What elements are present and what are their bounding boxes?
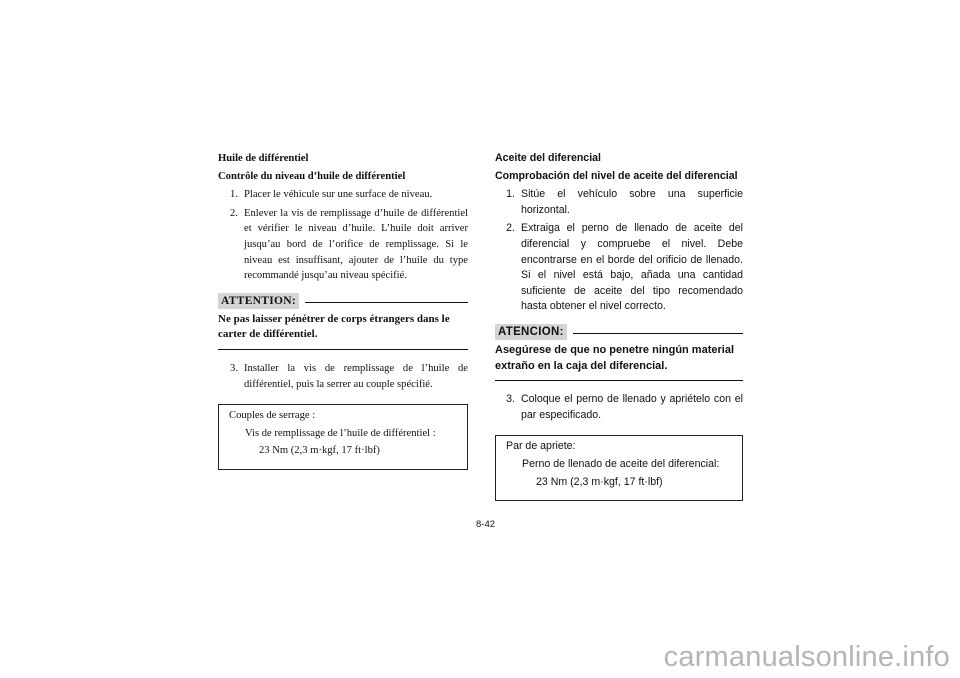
torque-item: Perno de llenado de aceite del diferencial: [522,457,720,470]
attention-header [495,324,743,340]
list-item: 2. Enlever la vis de remplissage d’huile de différentiel et vérifier le niveau d’huile. L’huile doit arriver jusqu’au bord de l’orifice de remplissage. Si le niveau est insuffisant, ajouter de l’huile du type recommandé jusqu’au niveau spécifié. [230,207,468,282]
section-subheading: Comprobación del nivel de aceite del diferencial [495,169,738,182]
steps-list-part2 [495,392,743,423]
attention-rule [305,302,468,303]
steps-list-part1 [495,187,743,315]
list-item: 2. Extraiga el perno de llenado de aceite del diferencial y compruebe el nivel. Debe encontrarse en el borde del orificio de llenado. Si el nivel está bajo, añada una cantidad suficiente de aceite del tipo recomendado hasta obtener el nivel correcto. [506,222,743,313]
french-column [218,151,468,470]
torque-title: Par de apriete: [506,440,576,453]
torque-spec-box [495,435,743,501]
section-subheading: Contrôle du niveau d’huile de différentiel [218,170,406,182]
list-item: 1. Sitúe el vehículo sobre una superficie horizontal. [506,188,743,216]
attention-rule [573,333,743,334]
torque-title: Couples de serrage : [229,410,316,422]
spanish-column [495,151,743,501]
attention-text: Asegúrese de que no penetre ningún material extraño en la caja del diferencial. [495,343,743,381]
torque-spec-box [218,404,468,470]
steps-list-part1 [218,187,468,284]
list-item: 3. Coloque el perno de llenado y apriételo con el par especificado. [506,393,743,421]
torque-value: 23 Nm (2,3 m·kgf, 17 ft·lbf) [259,445,380,457]
steps-list-part2 [218,361,468,392]
torque-value: 23 Nm (2,3 m·kgf, 17 ft·lbf) [536,475,663,488]
attention-header [218,293,468,309]
section-heading: Huile de différentiel [218,153,309,164]
attention-badge: ATENCION: [495,324,567,340]
page-number: 8-42 [476,519,496,530]
attention-text: Ne pas laisser pénétrer de corps étrangers dans le carter de différentiel. [218,312,468,350]
attention-badge: ATTENTION: [218,293,299,309]
watermark: carmanualsonline.info [663,641,950,673]
list-item: 3. Installer la vis de remplissage de l’huile de différentiel, puis la serrer au couple spécifié. [230,362,468,390]
list-item: 1. Placer le véhicule sur une surface de niveau. [230,189,433,201]
section-heading: Aceite del diferencial [495,152,601,164]
torque-item: Vis de remplissage de l’huile de différentiel : [245,427,436,439]
